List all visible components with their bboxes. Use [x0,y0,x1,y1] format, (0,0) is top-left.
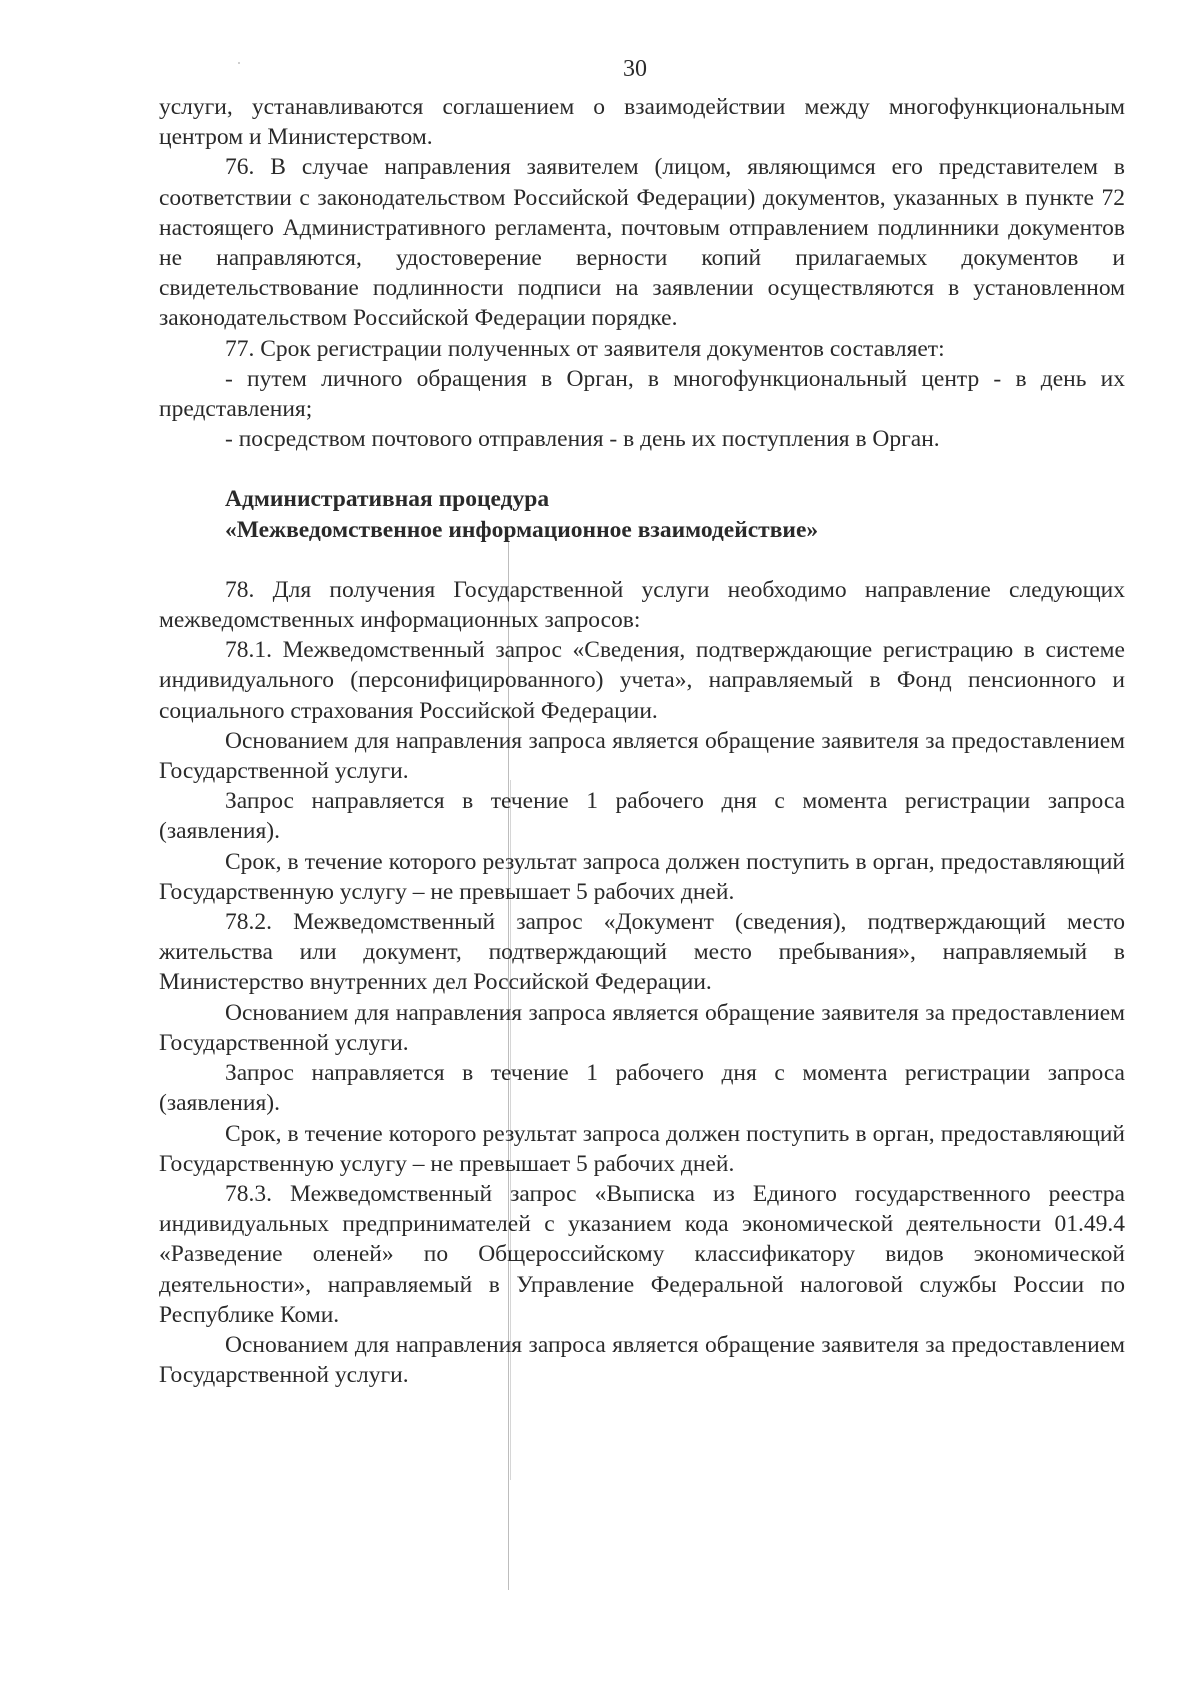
section-heading [159,484,1125,544]
section-heading-line-2: «Межведомственное информационное взаимодействие» [225,516,819,543]
page-number: 30 [623,56,647,82]
paragraph-77: 77. Срок регистрации полученных от заявителя документов составляет: [225,335,945,362]
paragraph-78-3: 78.3. Межведомственный запрос «Выписка из Единого государственного реестра индивидуальных предпринимателей с указанием кода экономической деятельности 01.49.4 «Разведение оленей» по Общероссийскому классификатору видов экономической деятельности», направляемый в Управление Федеральной налоговой службы России по Республике Коми. [159,1180,1125,1328]
list-item-postal: - посредством почтового отправления - в день их поступления в Орган. [225,426,940,453]
section-heading-line-1: Административная процедура [225,486,550,513]
paragraph-continuation: услуги, устанавливаются соглашением о взаимодействии между многофункциональным центром и Министерством. [159,94,1125,151]
paragraph-78: 78. Для получения Государственной услуги необходимо направление следующих межведомственных информационных запросов: [159,576,1125,634]
paragraph-78-1-deadline: Срок, в течение которого результат запроса должен поступить в орган, предоставляющий Государственную услугу – не превышает 5 рабочих дней. [159,848,1125,905]
paragraph-78-2-basis: Основанием для направления запроса является обращение заявителя за предоставлением Государственной услуги. [159,999,1125,1056]
paragraph-78-1-timing: Запрос направляется в течение 1 рабочего дня с момента регистрации запроса (заявления). [159,788,1125,845]
paragraph-78-2-deadline: Срок, в течение которого результат запроса должен поступить в орган, предоставляющий Государственную услугу – не превышает 5 рабочих дней. [159,1120,1125,1177]
paragraph-78-2: 78.2. Межведомственный запрос «Документ (сведения), подтверждающий место жительства или документ, подтверждающий место пребывания», направляемый в Министерство внутренних дел Российской Федерации. [159,909,1125,996]
paragraph-78-3-basis: Основанием для направления запроса является обращение заявителя за предоставлением Государственной услуги. [159,1331,1125,1389]
paragraph-78-1: 78.1. Межведомственный запрос «Сведения, подтверждающие регистрацию в системе индивидуального (персонифицированного) учета», направляемый в Фонд пенсионного и социального страхования Российской Федерации. [159,637,1125,724]
document-body [159,92,1125,1390]
paragraph-78-2-timing: Запрос направляется в течение 1 рабочего дня с момента регистрации запроса (заявления). [159,1060,1125,1117]
paragraph-76: 76. В случае направления заявителем (лицом, являющимся его представителем в соответствии с законодательством Российской Федерации) документов, указанных в пункте 72 настоящего Административного регламента, почтовым отправлением подлинники документов не направляются, удостоверение верности копий прилагаемых документов и свидетельствование подлинности подписи на заявлении осуществляются в установленном законодательством Российской Федерации порядке. [159,154,1125,332]
paragraph-78-1-basis: Основанием для направления запроса является обращение заявителя за предоставлением Государственной услуги. [159,727,1125,785]
list-item-personal-visit: - путем личного обращения в Орган, в многофункциональный центр - в день их представления; [159,365,1125,423]
